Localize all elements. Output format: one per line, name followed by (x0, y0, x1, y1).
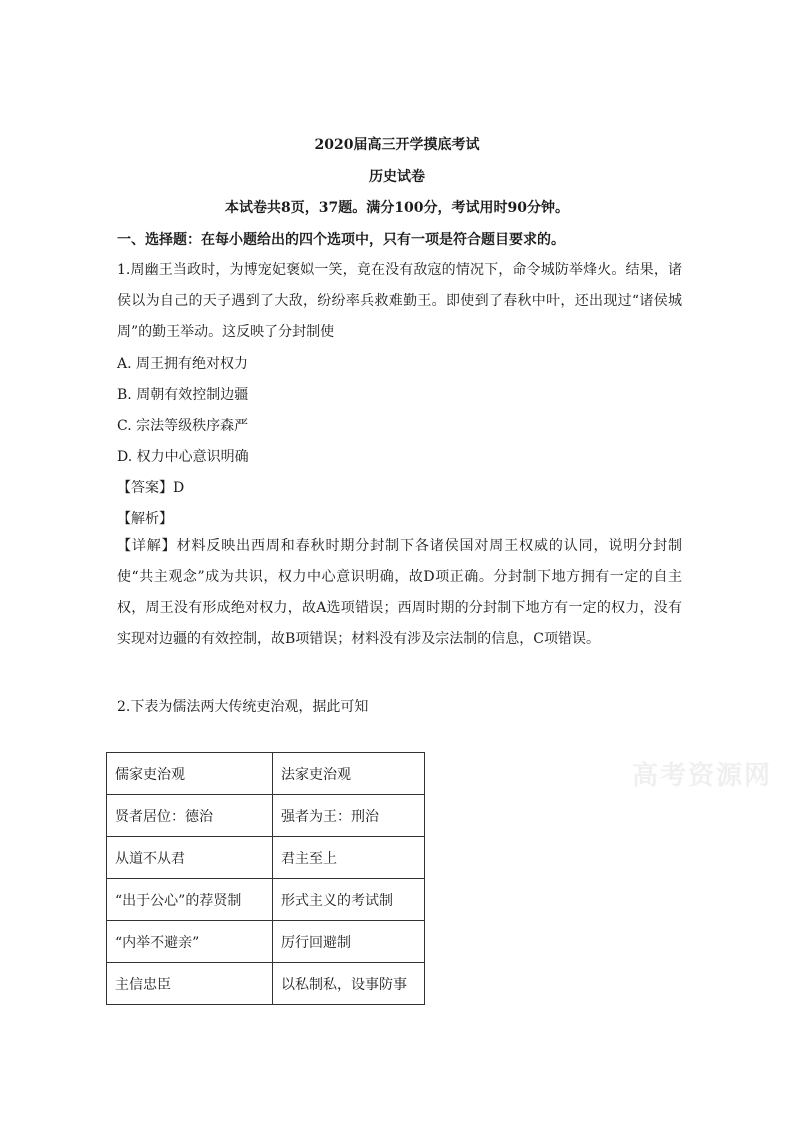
table-cell: 贤者居位：德治 (107, 795, 273, 837)
table-row (107, 963, 425, 1005)
section-heading: 一、选择题：在每小题给出的四个选项中，只有一项是符合题目要求的。 (117, 232, 565, 248)
table-cell: 从道不从君 (107, 837, 273, 879)
table-cell: “出于公心”的荐贤制 (107, 879, 273, 921)
option-d: D. 权力中心意识明确 (117, 449, 249, 465)
table-header-cell: 儒家吏治观 (107, 753, 273, 795)
table-row (107, 879, 425, 921)
question-1-detail: 【详解】材料反映出西周和春秋时期分封制下各诸侯国对周王权威的认同，说明分封制使“共主观念”成为共识，权力中心意识明确，故D项正确。分封制下地方拥有一定的自主权，周王没有形成绝对权力，故A选项错误；西周时期的分封制下地方有一定的权力，没有实现对边疆的有效控制，故B项错误；材料没有涉及宗法制的信息，C项错误。 (117, 538, 682, 647)
table-row (107, 921, 425, 963)
analysis-label: 【解析】 (117, 511, 173, 527)
table-cell: 以私制私，设事防事 (273, 963, 425, 1005)
table-cell: 厉行回避制 (273, 921, 425, 963)
question-2-stem: 2.下表为儒法两大传统吏治观，据此可知 (117, 699, 369, 715)
exam-info: 本试卷共8页，37题。满分100分，考试用时90分钟。 (225, 200, 569, 216)
answer-line: 【答案】D (117, 480, 185, 496)
watermark-logo: 高考资源网 (632, 761, 773, 791)
table-cell: 君主至上 (273, 837, 425, 879)
comparison-table (106, 752, 425, 1005)
exam-title: 2020届高三开学摸底考试 (314, 137, 480, 153)
table-row (107, 837, 425, 879)
table-cell: 强者为王：刑治 (273, 795, 425, 837)
exam-subject: 历史试卷 (369, 169, 425, 185)
option-c: C. 宗法等级秩序森严 (117, 418, 249, 434)
table-cell: 形式主义的考试制 (273, 879, 425, 921)
table-cell: 主信忠臣 (107, 963, 273, 1005)
option-b: B. 周朝有效控制边疆 (117, 387, 249, 403)
question-1-stem: 1.周幽王当政时，为博宠妃褒姒一笑，竟在没有敌寇的情况下，命令城防举烽火。结果，诸侯以为自己的天子遇到了大敌，纷纷率兵救难勤王。即使到了春秋中叶，还出现过“诸侯城周”的勤王举动。这反映了分封制使 (117, 262, 682, 340)
table-header-cell: 法家吏治观 (273, 753, 425, 795)
table-row (107, 753, 425, 795)
table-cell: “内举不避亲” (107, 921, 273, 963)
table-row (107, 795, 425, 837)
option-a: A. 周王拥有绝对权力 (117, 356, 249, 372)
